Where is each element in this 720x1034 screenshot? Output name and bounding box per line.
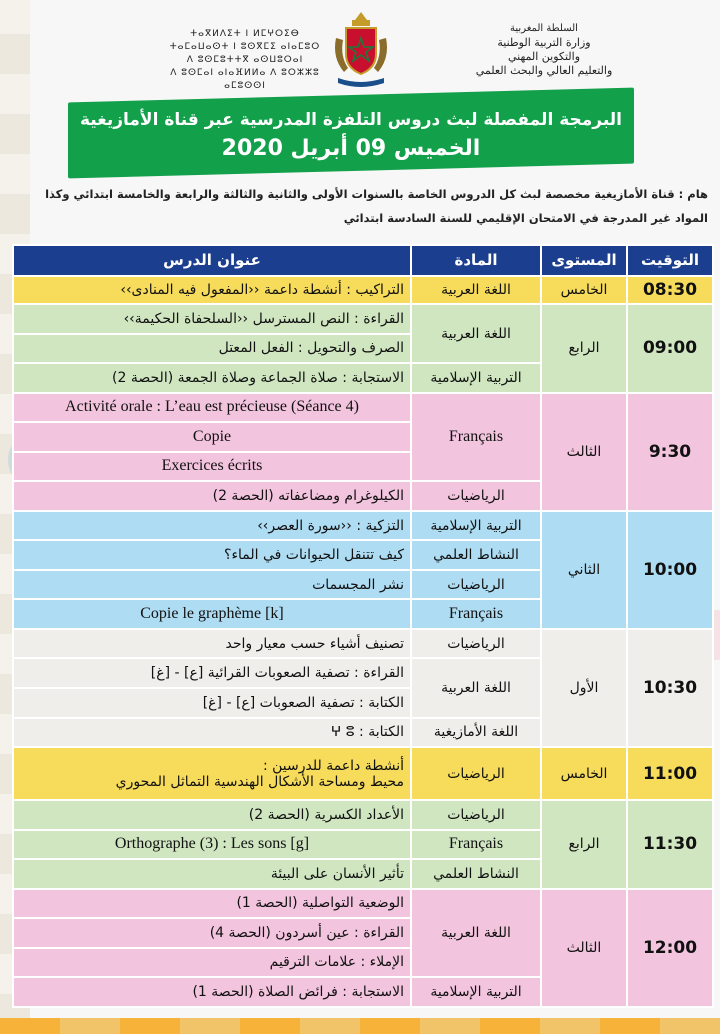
subject-cell: اللغة العربية [411,304,541,363]
lesson-cell: الكتابة : ⵖ ⵓ [13,718,411,748]
subject-cell: الرياضيات [411,800,541,830]
level-cell: الأول [541,629,627,747]
subject-cell: النشاط العلمي [411,540,541,570]
tifinagh-line: ⵜⴰⴳⵍⴷⵉⵜ ⵏ ⵍⵎⵖⵔⵉⴱ [190,29,300,39]
tifinagh-line: ⵜⴰⵎⴰⵡⴰⵙⵜ ⵏ ⵓⵙⴳⵎⵉ ⴰⵏⴰⵎⵓⵔ [169,42,321,52]
time-cell: 11:30 [627,800,713,889]
schedule-table [12,244,714,1008]
subject-cell: النشاط العلمي [411,859,541,889]
lesson-cell: Copie [13,422,411,452]
lesson-cell: القراءة : النص المسترسل ‹‹السلحفاة الحكيمة›› [13,304,411,334]
level-cell: الخامس [541,747,627,800]
subject-cell: اللغة العربية [411,276,541,305]
table-row [13,889,713,919]
tifinagh-line: ⴷ ⵓⵙⵎⴰⵏ ⴰⵏⴰⴼⵍⵍⴰ ⴷ ⵓⵔⵣⵣⵓ ⴰⵎⵓⵙⵙⵏ [170,68,320,91]
document-header [0,0,720,96]
lesson-cell: Exercices écrits [13,452,411,482]
ministry-name-arabic [454,22,634,78]
subject-cell: Français [411,830,541,860]
subject-cell: الرياضيات [411,629,541,659]
lesson-cell: Copie le graphème [k] [13,599,411,629]
lesson-line: أنشطة داعمة للدرسين : [262,757,404,774]
lesson-cell: القراءة : عين أسردون (الحصة 4) [13,918,411,948]
coat-of-arms-emblem [330,8,392,88]
table-row [13,511,713,541]
table-row [13,629,713,659]
lesson-cell: الصرف والتحويل : الفعل المعتل [13,334,411,364]
ministry-line: السلطة المغربية [510,23,578,34]
time-cell: 10:00 [627,511,713,629]
column-header-subject: المادة [411,245,541,276]
level-cell: الخامس [541,276,627,305]
tifinagh-line: ⴷ ⵓⵙⵎⵓⵜⵜⴳ ⴰⵙⵡⵓⵔⴰⵏ [186,55,304,65]
lesson-cell: الوضعية التواصلية (الحصة 1) [13,889,411,919]
time-cell: 10:30 [627,629,713,747]
table-row [13,800,713,830]
lesson-cell: كيف تتنقل الحيوانات في الماء؟ [13,540,411,570]
level-cell: الثاني [541,511,627,629]
subject-cell: Français [411,393,541,482]
title-banner [68,98,634,174]
bottom-decoration-strip [0,1018,720,1034]
subject-cell: التربية الإسلامية [411,511,541,541]
level-cell: الثالث [541,393,627,511]
level-cell: الرابع [541,800,627,889]
table-row [13,304,713,334]
ministry-line: والتكوين المهني [507,50,581,63]
lesson-cell [13,747,411,800]
table-row [13,276,713,305]
lesson-cell: القراءة : تصفية الصعوبات القرائية [ع] - [غ] [13,658,411,688]
lesson-cell: الاستجابة : فرائض الصلاة (الحصة 1) [13,977,411,1007]
level-cell: الرابع [541,304,627,393]
lesson-cell: تصنيف أشياء حسب معيار واحد [13,629,411,659]
table-row [13,393,713,423]
subject-cell: Français [411,599,541,629]
lesson-cell: الكيلوغرام ومضاعفاته (الحصة 2) [13,481,411,511]
subject-cell: الرياضيات [411,481,541,511]
subject-cell: الرياضيات [411,747,541,800]
ministry-line: وزارة التربية الوطنية [497,36,591,49]
subject-cell: اللغة العربية [411,658,541,717]
subject-cell: اللغة الأمازيغية [411,718,541,748]
lesson-cell: التزكية : ‹‹سورة العصر›› [13,511,411,541]
ministry-name-tifinagh [150,28,340,93]
lesson-cell: Orthographe (3) : Les sons [g] [13,830,411,860]
time-cell: 9:30 [627,393,713,511]
important-note: هام : قناة الأمازيغية مخصصة لبث كل الدروس الخاصة بالسنوات الأولى والثانية والثالثة والرابعة والخامسة ابتدائي وكذا المواد غير المدرجة في الامتحان الإقليمي للسنة السادسة ابتدائي [45,187,708,225]
table-header-row [13,245,713,276]
banner-title: البرمجة المفصلة لبث دروس التلفزة المدرسية عبر قناة الأمازيغية [80,110,622,130]
lesson-cell: Activité orale : L’eau est précieuse (Séance 4) [13,393,411,423]
subject-cell: التربية الإسلامية [411,363,541,393]
lesson-cell: التراكيب : أنشطة داعمة ‹‹المفعول فيه المنادى›› [13,276,411,305]
subject-cell: الرياضيات [411,570,541,600]
level-cell: الثالث [541,889,627,1007]
time-cell: 12:00 [627,889,713,1007]
column-header-time: التوقيت [627,245,713,276]
time-cell: 09:00 [627,304,713,393]
lesson-cell: الاستجابة : صلاة الجماعة وصلاة الجمعة (الحصة 2) [13,363,411,393]
time-cell: 11:00 [627,747,713,800]
banner-date: الخميس 09 أبريل 2020 [221,136,481,161]
subject-cell: اللغة العربية [411,889,541,978]
time-cell: 08:30 [627,276,713,305]
lesson-cell: الأعداد الكسرية (الحصة 2) [13,800,411,830]
column-header-lesson: عنوان الدرس [13,245,411,276]
column-header-level: المستوى [541,245,627,276]
subject-cell: التربية الإسلامية [411,977,541,1007]
lesson-line: محيط ومساحة الأشكال الهندسية التماثل المحوري [115,773,404,790]
lesson-cell: نشر المجسمات [13,570,411,600]
lesson-cell: الإملاء : علامات الترقيم [13,948,411,978]
table-row [13,747,713,800]
ministry-line: والتعليم العالي والبحث العلمي [475,64,613,77]
lesson-cell: تأثير الأنسان على البيئة [13,859,411,889]
lesson-cell: الكتابة : تصفية الصعوبات [ع] - [غ] [13,688,411,718]
